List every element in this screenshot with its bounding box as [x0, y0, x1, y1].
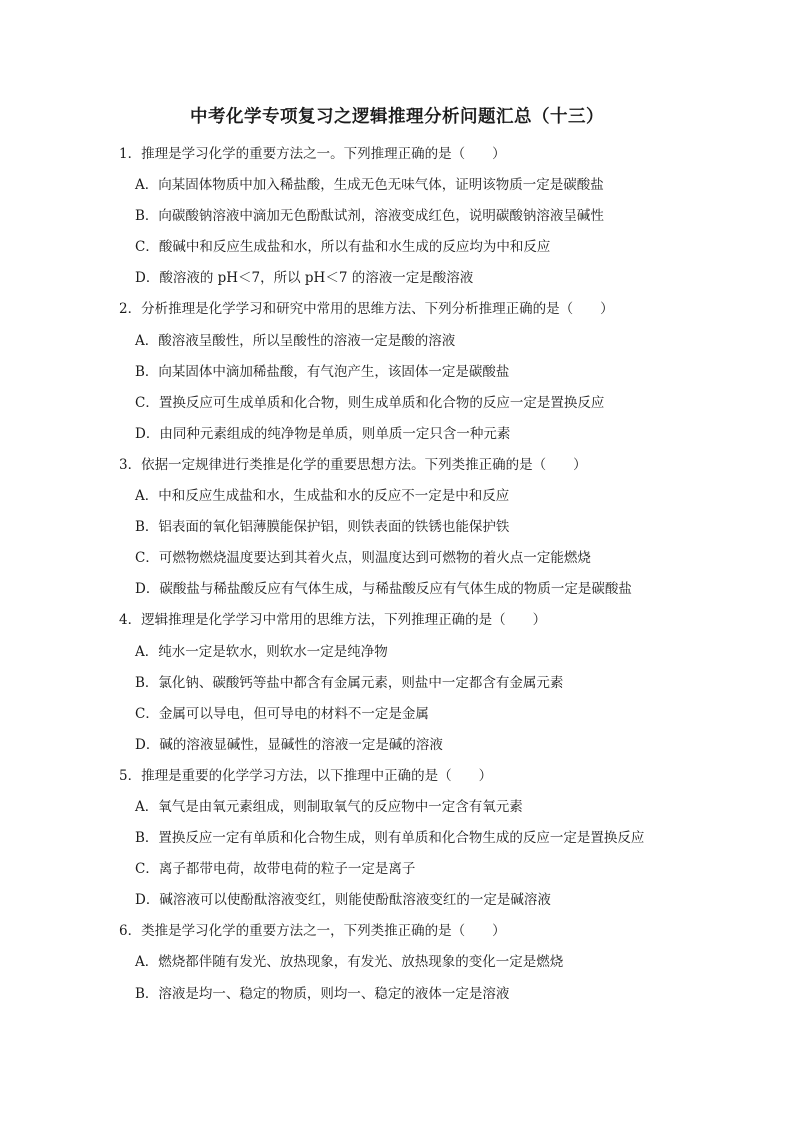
question-list — [119, 143, 719, 1014]
option-a: A．燃烧都伴随有发光、放热现象，有发光、放热现象的变化一定是燃烧 — [135, 954, 564, 971]
option-c: C．酸碱中和反应生成盐和水，所以有盐和水生成的反应均为中和反应 — [135, 239, 551, 256]
question-4 — [119, 609, 719, 764]
option-a: A．酸溶液呈酸性，所以呈酸性的溶液一定是酸的溶液 — [135, 332, 456, 349]
question-stem: 5．推理是重要的化学学习方法，以下推理中正确的是（ ） — [119, 767, 493, 784]
option-c: C．可燃物燃烧温度要达到其着火点，则温度达到可燃物的着火点一定能燃烧 — [135, 550, 591, 567]
option-b: B．向碳酸钠溶液中滴加无色酚酞试剂，溶液变成红色，说明碳酸钠溶液呈碱性 — [135, 208, 604, 225]
option-d: D．碱溶液可以使酚酞溶液变红，则能使酚酞溶液变红的一定是碱溶液 — [135, 892, 551, 909]
question-stem: 4．逻辑推理是化学学习中常用的思维方法，下列推理正确的是（ ） — [119, 612, 547, 629]
option-a: A．氧气是由氧元素组成，则制取氧气的反应物中一定含有氧元素 — [135, 798, 523, 815]
option-d: D．酸溶液的 pH＜7，所以 pH＜7 的溶液一定是酸溶液 — [135, 270, 474, 287]
option-c: C．离子都带电荷，故带电荷的粒子一定是离子 — [135, 861, 416, 878]
option-b: B．氯化钠、碳酸钙等盐中都含有金属元素，则盐中一定都含有金属元素 — [135, 674, 564, 691]
option-a: A．向某固体物质中加入稀盐酸，生成无色无味气体，证明该物质一定是碳酸盐 — [135, 177, 604, 194]
option-a: A．中和反应生成盐和水，生成盐和水的反应不一定是中和反应 — [135, 488, 510, 505]
question-6 — [119, 920, 719, 1013]
question-stem: 1．推理是学习化学的重要方法之一。下列推理正确的是（ ） — [119, 146, 506, 162]
option-b: B．铝表面的氧化铝薄膜能保护铝，则铁表面的铁锈也能保护铁 — [135, 519, 510, 536]
question-3 — [119, 454, 719, 609]
option-c: C．金属可以导电，但可导电的材料不一定是金属 — [135, 705, 429, 722]
question-stem: 3．依据一定规律进行类推是化学的重要思想方法。下列类推正确的是（ ） — [119, 456, 587, 473]
question-2 — [119, 298, 719, 453]
option-b: B．向某固体中滴加稀盐酸，有气泡产生，该固体一定是碳酸盐 — [135, 363, 510, 380]
option-a: A．纯水一定是软水，则软水一定是纯净物 — [135, 643, 388, 660]
option-d: D．由同种元素组成的纯净物是单质，则单质一定只含一种元素 — [135, 425, 511, 442]
option-d: D．碱的溶液显碱性，显碱性的溶液一定是碱的溶液 — [135, 736, 443, 753]
option-b: B．置换反应一定有单质和化合物生成，则有单质和化合物生成的反应一定是置换反应 — [135, 830, 645, 847]
option-b: B．溶液是均一、稳定的物质，则均一、稳定的液体一定是溶液 — [135, 985, 510, 1002]
question-1 — [119, 143, 719, 298]
question-stem: 2．分析推理是化学学习和研究中常用的思维方法、下列分析推理正确的是（ ） — [119, 301, 614, 318]
question-stem: 6．类推是学习化学的重要方法之一，下列类推正确的是（ ） — [119, 923, 506, 940]
option-c: C．置换反应可生成单质和化合物，则生成单质和化合物的反应一定是置换反应 — [135, 394, 605, 411]
question-5 — [119, 765, 719, 920]
option-d: D．碳酸盐与稀盐酸反应有气体生成，与稀盐酸反应有气体生成的物质一定是碳酸盐 — [135, 581, 632, 598]
document-title: 中考化学专项复习之逻辑推理分析问题汇总（十三） — [190, 107, 604, 127]
